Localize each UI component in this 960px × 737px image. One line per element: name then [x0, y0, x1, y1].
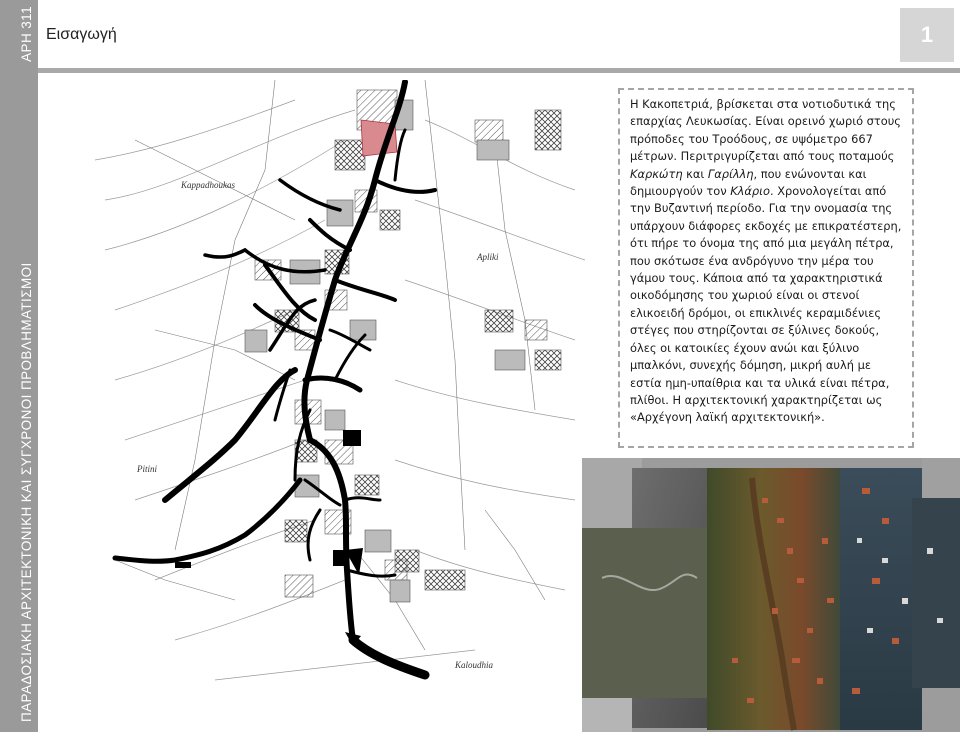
description-lead: Η Κακοπετριά, βρίσκεται στα νοτιοδυτικά της επαρχίας Λευκωσίας. Είναι ορεινό χωριό στους πρόποδες του Τροόδους, σε υψόμετρο 667 μέτρων. Περιτριγυρίζεται από τους ποταμούς: [630, 97, 901, 164]
course-title: ΠΑΡΑΔΟΣΙΑΚΗ ΑΡΧΙΤΕΚΤΟΝΙΚΗ ΚΑΙ ΣΥΓΧΡΟΝΟΙ ΠΡΟΒΛΗΜΑΤΙΣΜΟΙ: [19, 262, 34, 722]
map-label-kaloudhia: Kaloudhia: [455, 660, 494, 670]
description-joined: , που ενώνονται και δημιουργούν τον: [630, 166, 867, 199]
map-label-pitini: Pitini: [137, 464, 157, 474]
river-klarios: Κλάριο: [730, 184, 770, 199]
page-number: 1: [900, 8, 954, 62]
description-box: [618, 88, 914, 448]
aerial-photo: [582, 458, 960, 732]
map-graphic: [95, 80, 595, 690]
page-title: Εισαγωγή: [46, 26, 117, 43]
description-and: και: [682, 166, 708, 181]
header-divider: [38, 68, 960, 73]
description-rest: . Χρονολογείται από την Βυζαντινή περίοδο. Για την ονομασία της υπάρχουν διάφορες εκδοχές με επικρατέστερη, ότι πήρε το όνομα της από μια μεγάλη πέτρα, που σκότωσε ένα ανδρόγυνο την μέρα του γάμου τους. Κάποια από τα χαρακτηριστικά οικοδόμησης του χωριού είναι οι στενοί ελικοειδή δρόμοι, οι επικλινές κεραμιδένιες στέγες που στηρίζονται σε ξύλινες δοκούς, όλες οι κατοικίες έχουν ανώι και ξύλινο μπαλκόνι, συνεχής δόμηση, μικρή αυλή με εστία ημη-υπαίθρια και τα υλικά είναι πέτρα, πλίθοι. Η αρχιτεκτονική χαρακτηρίζεται ως «Αρχέγονη λαϊκή αρχιτεκτονική».: [630, 184, 902, 425]
header: [38, 0, 960, 70]
cadastral-map: [95, 80, 595, 690]
river-karkotis: Καρκώτη: [630, 166, 683, 181]
contour-lines: [95, 100, 585, 680]
river-garillis: Γαρίλλη: [707, 166, 754, 181]
aerial-graphic: [582, 458, 960, 732]
map-label-apliki: Apliki: [477, 252, 499, 262]
building-blocks: [245, 90, 561, 602]
sidebar: [0, 0, 38, 732]
course-code: ΑΡΗ 311: [19, 6, 34, 62]
map-label-kappadhoukas: Kappadhoukas: [181, 180, 235, 190]
road-network: [115, 82, 435, 675]
